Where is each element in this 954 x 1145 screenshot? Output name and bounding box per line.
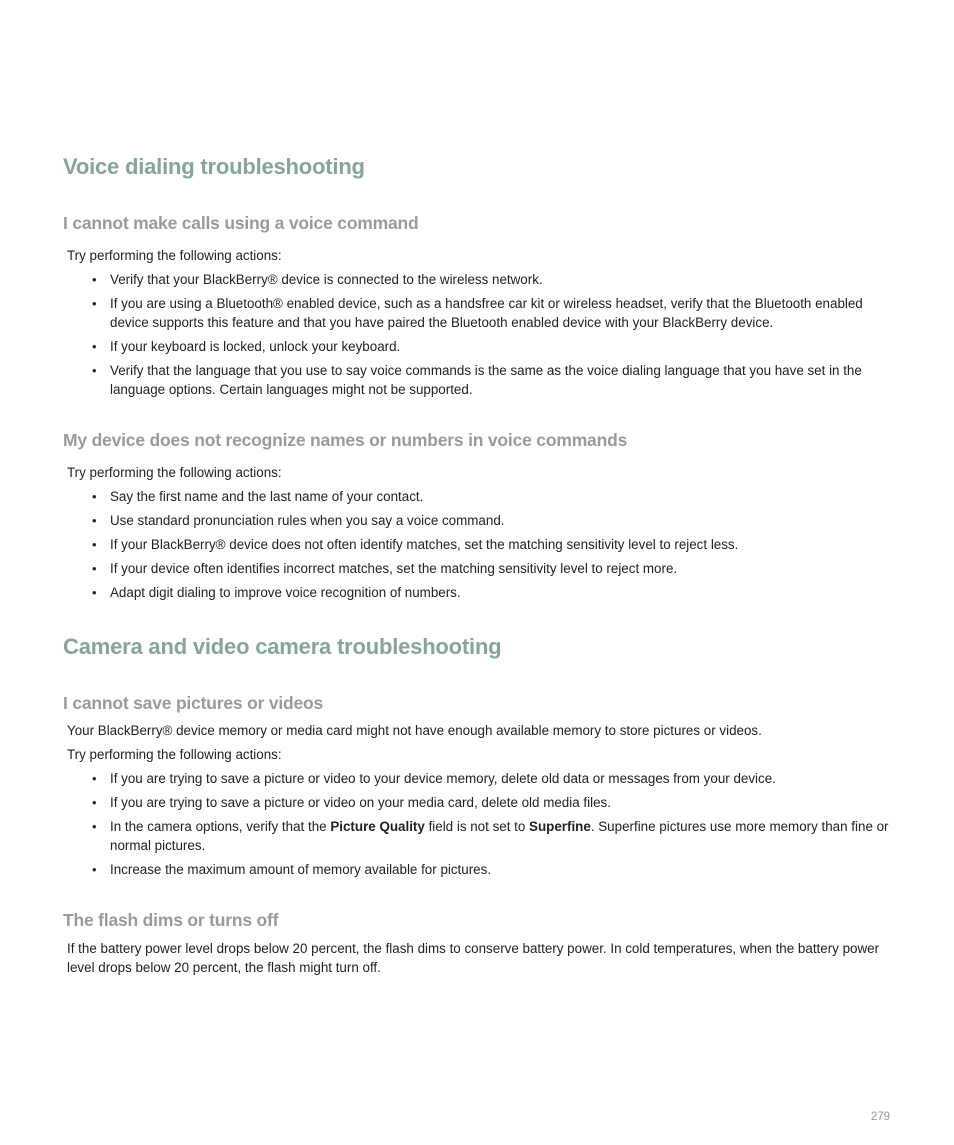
list-item: • If your BlackBerry® device does not often identify matches, set the matching sensitivity level to reject less. (90, 535, 890, 554)
list-item: • Increase the maximum amount of memory available for pictures. (90, 860, 890, 879)
intro-text: Try performing the following actions: (67, 465, 282, 480)
list-item: • Use standard pronunciation rules when you say a voice command. (90, 511, 890, 530)
section-title-voice-dialing: Voice dialing troubleshooting (63, 154, 365, 179)
item-text: . Superfine pictures use more memory than fine or normal pictures. (110, 819, 889, 853)
picture-quality-field-name: Picture Quality (330, 819, 425, 834)
flash-body-text: If the battery power level drops below 20 percent, the flash dims to conserve battery power. In cold temperatures, when the battery power level drops below 20 percent, the flash might turn off. (67, 941, 880, 975)
page-number: 279 (870, 1111, 890, 1123)
intro-text: Try performing the following actions: (67, 248, 282, 263)
superfine-value: Superfine (529, 819, 591, 834)
action-list (90, 487, 890, 607)
list-item: • Verify that the language that you use to say voice commands is the same as the voice dialing language that you have set in the language options. Certain languages might not be supported. (90, 361, 890, 399)
list-item: • If you are trying to save a picture or video on your media card, delete old media files. (90, 793, 890, 812)
list-item: • Say the first name and the last name of your contact. (90, 487, 890, 506)
intro-text: Try performing the following actions: (67, 747, 282, 762)
subsection-title-not-recognize-names: My device does not recognize names or numbers in voice commands (63, 430, 628, 450)
list-item: • Verify that your BlackBerry® device is connected to the wireless network. (90, 270, 890, 289)
list-item: • If your keyboard is locked, unlock your keyboard. (90, 337, 890, 356)
action-list (90, 270, 890, 404)
list-item-picture-quality (90, 817, 890, 855)
section-title-camera: Camera and video camera troubleshooting (63, 634, 502, 659)
subsection-title-cannot-save: I cannot save pictures or videos (63, 693, 324, 713)
list-item: • If your device often identifies incorrect matches, set the matching sensitivity level to reject more. (90, 559, 890, 578)
action-list (90, 769, 890, 884)
memory-note: Your BlackBerry® device memory or media card might not have enough available memory to store pictures or videos. (67, 723, 762, 738)
list-item: • If you are trying to save a picture or video to your device memory, delete old data or messages from your device. (90, 769, 890, 788)
subsection-title-flash-dims: The flash dims or turns off (63, 910, 279, 930)
item-text: field is not set to (424, 819, 530, 834)
item-text: In the camera options, verify that the (110, 819, 331, 834)
list-item: • Adapt digit dialing to improve voice recognition of numbers. (90, 583, 890, 602)
subsection-title-cannot-make-calls: I cannot make calls using a voice command (63, 213, 419, 233)
list-item: • If you are using a Bluetooth® enabled device, such as a handsfree car kit or wireless headset, verify that the Bluetooth enabled device supports this feature and that you have paired the Bluetooth enabled device with your BlackBerry device. (90, 294, 890, 332)
